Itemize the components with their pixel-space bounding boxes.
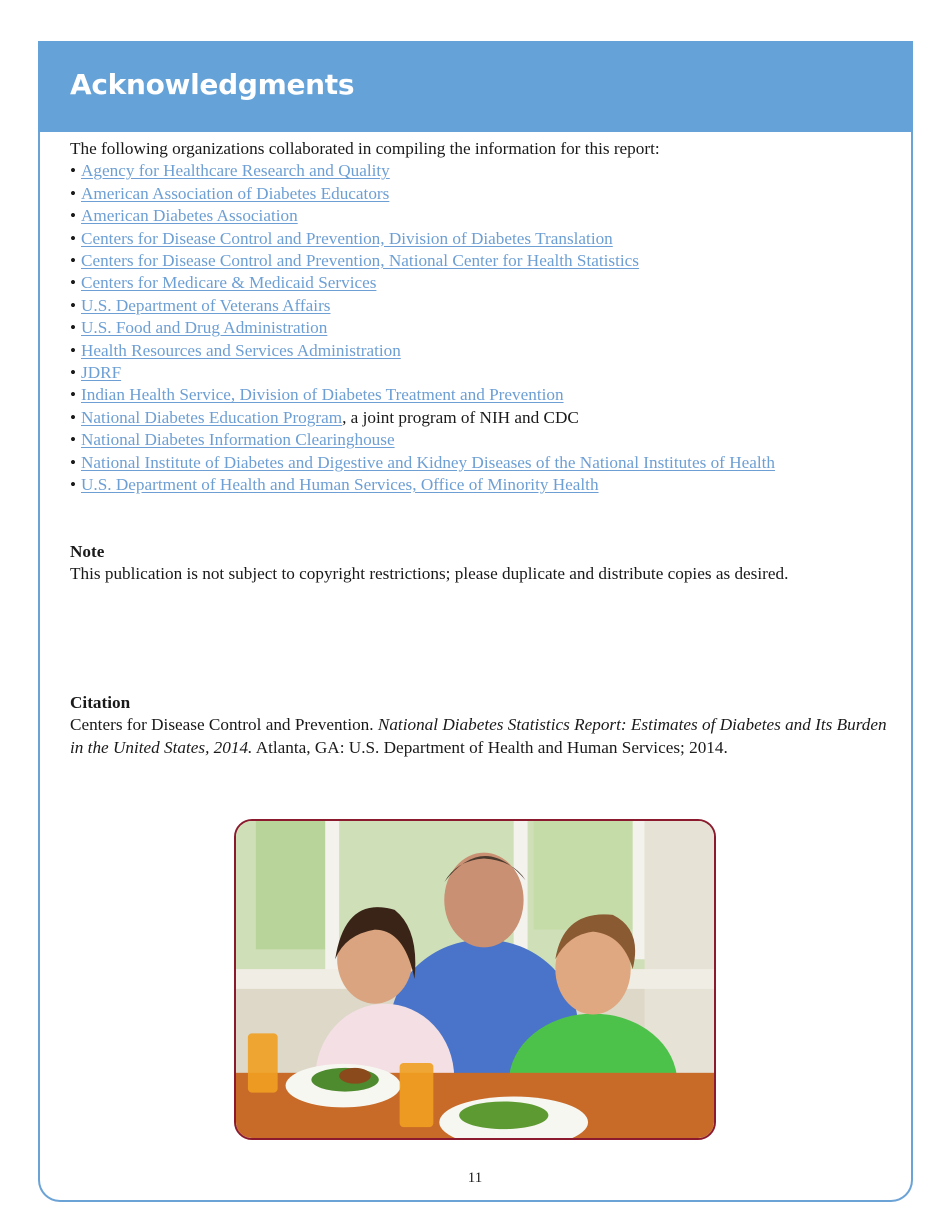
organization-list-item	[70, 317, 890, 339]
note-section	[70, 541, 788, 586]
organization-link[interactable]: American Diabetes Association	[81, 206, 298, 226]
organization-link[interactable]: Centers for Medicare & Medicaid Services	[81, 273, 377, 293]
page-title: Acknowledgments	[70, 68, 355, 101]
page-number: 11	[467, 1170, 483, 1186]
organization-link[interactable]: Centers for Disease Control and Prevention, Division of Diabetes Translation	[81, 228, 613, 248]
organization-list-item	[70, 362, 890, 384]
organization-link[interactable]: National Diabetes Education Program	[81, 407, 343, 427]
bullet: •	[70, 183, 77, 203]
bullet: •	[70, 475, 77, 495]
organization-list-item	[70, 474, 890, 496]
bullet: •	[70, 161, 77, 181]
organization-link[interactable]: American Association of Diabetes Educators	[81, 183, 390, 203]
organization-link[interactable]: U.S. Food and Drug Administration	[81, 318, 328, 338]
note-text: This publication is not subject to copyright restrictions; please duplicate and distribute copies as desired.	[70, 564, 789, 584]
citation-text	[70, 714, 890, 759]
organization-list-item	[70, 160, 890, 182]
organization-list-item	[70, 295, 890, 317]
organization-list-item	[70, 250, 890, 272]
bullet: •	[70, 430, 77, 450]
citation-section	[70, 692, 890, 759]
organization-list-item	[70, 452, 890, 474]
organization-link[interactable]: National Institute of Diabetes and Digestive and Kidney Diseases of the National Institutes of Health	[81, 452, 776, 472]
citation-publisher: Atlanta, GA: U.S. Department of Health and Human Services; 2014.	[252, 737, 728, 757]
bullet: •	[70, 452, 77, 472]
organization-list-item	[70, 407, 890, 429]
bullet: •	[70, 251, 77, 271]
family-meal-photo	[234, 819, 716, 1140]
organization-link[interactable]: U.S. Department of Veterans Affairs	[81, 295, 331, 315]
citation-heading: Citation	[70, 693, 131, 712]
organization-list-item	[70, 205, 890, 227]
organization-link[interactable]: Agency for Healthcare Research and Quality	[81, 161, 390, 181]
organization-link[interactable]: Centers for Disease Control and Prevention, National Center for Health Statistics	[81, 251, 639, 271]
bullet: •	[70, 206, 77, 226]
bullet: •	[70, 318, 77, 338]
organization-note: , a joint program of NIH and CDC	[342, 407, 579, 427]
citation-author: Centers for Disease Control and Prevention.	[70, 715, 378, 735]
photo-illustration	[236, 821, 714, 1138]
bullet: •	[70, 340, 77, 360]
organization-link[interactable]: National Diabetes Information Clearinghouse	[81, 430, 395, 450]
bullet: •	[70, 407, 77, 427]
intro-text: The following organizations collaborated in compiling the information for this report:	[70, 139, 660, 158]
note-heading: Note	[70, 542, 105, 561]
organization-list-item	[70, 272, 890, 294]
organization-list	[70, 160, 890, 496]
organization-list-item	[70, 340, 890, 362]
bullet: •	[70, 363, 77, 383]
bullet: •	[70, 228, 77, 248]
bullet: •	[70, 273, 77, 293]
organization-link[interactable]: JDRF	[81, 363, 122, 383]
bullet: •	[70, 295, 77, 315]
organization-list-item	[70, 429, 890, 451]
organization-list-item	[70, 384, 890, 406]
organization-link[interactable]: Health Resources and Services Administration	[81, 340, 401, 360]
organization-link[interactable]: Indian Health Service, Division of Diabetes Treatment and Prevention	[81, 385, 564, 405]
organization-list-item	[70, 228, 890, 250]
organization-link[interactable]: U.S. Department of Health and Human Services, Office of Minority Health	[81, 475, 599, 495]
organization-list-item	[70, 183, 890, 205]
bullet: •	[70, 385, 77, 405]
citation-title: National Diabetes Statistics Report: Estimates of Diabetes and Its Burden in the United States, 2014.	[70, 715, 887, 757]
acknowledgments-body	[70, 138, 890, 497]
